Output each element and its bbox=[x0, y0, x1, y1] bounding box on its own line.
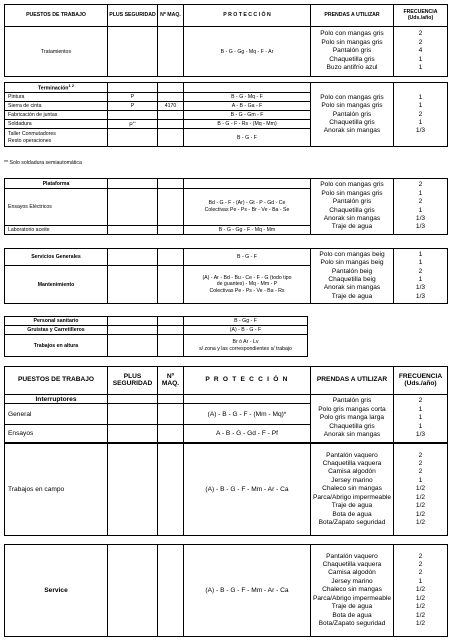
prendas-list: Polo con mangas gris Polo sin mangas gris Pantalón gris Chaquetilla gris Buzo antifrío azul bbox=[311, 27, 394, 77]
proteccion-tratamientos: B - G - Gg - Mq - F - Ar bbox=[184, 27, 311, 77]
proteccion-ensayos: A - B - G - Gd - F - Pf bbox=[184, 425, 311, 443]
frecuencia-list: 1 1 2 1 1/3 bbox=[394, 83, 448, 147]
puesto-tratamientos: Tratamientos bbox=[5, 27, 108, 77]
section-title-plataforma: Plataforma bbox=[5, 179, 108, 189]
nmaq-sierra: 4170 bbox=[158, 101, 184, 110]
puesto-ensayos: Ensayos bbox=[5, 425, 108, 443]
proteccion-service: (A) - B - G - F - Mm - Ar - Ca bbox=[184, 545, 311, 637]
proteccion-sierra: A - B - Ga - F bbox=[184, 101, 311, 110]
table-tratamientos bbox=[4, 4, 448, 77]
prendas-list: Pantalón vaquero Chaquetilla vaquera Camisa algodón Jersey marino Chaleco sin mangas Parca/Abrigo impermeable Traje de agua Bota de agua Bota/Zapato seguridad bbox=[311, 545, 394, 637]
puesto-trabajos-altura: Trabajos en altura bbox=[5, 335, 108, 357]
prendas-list: Pantalón gris Polo gris mangas corta Polo gris manga larga Chaquetilla gris Anorak sin mangas bbox=[311, 395, 394, 443]
proteccion-pintura: B - G - Mq - F bbox=[184, 92, 311, 101]
header-plus: PLUS SEGURIDAD bbox=[108, 5, 158, 27]
plus-pintura: P bbox=[108, 92, 158, 101]
frecuencia-list: 1 1 2 1 1/3 1/3 bbox=[394, 249, 448, 304]
header-frecuencia: FRECUENCIA (Uds./año) bbox=[394, 367, 448, 395]
proteccion-trabajos-campo: (A) - B - G - F - Mm - Ar - Ca bbox=[184, 444, 311, 536]
table-campo bbox=[4, 443, 448, 536]
header-proteccion: P R O T E C C I Ó N bbox=[184, 5, 311, 27]
header-frecuencia: FRECUENCIA (Uds./año) bbox=[394, 5, 448, 27]
proteccion-juntas: B - G - Gm - F bbox=[184, 110, 311, 119]
nmaq-soldadura bbox=[158, 119, 184, 129]
puesto-gruistas: Gruistas y Carretilleros bbox=[5, 326, 108, 335]
proteccion-trabajos-altura: Br ó Ar - Lv s/ zona y las correspondientes s/ trabajo bbox=[184, 335, 308, 357]
plus-juntas bbox=[108, 110, 158, 119]
prendas-list: Polo con mangas gris Polo sin mangas gris Pantalón gris Chaquetilla gris Anorak sin mangas Traje de agua bbox=[311, 179, 394, 235]
frecuencia-list: 2 1 1 1 1/3 bbox=[394, 395, 448, 443]
frecuencia-list: 2 2 2 1 1/2 1/2 1/2 1/2 1/2 bbox=[394, 545, 448, 637]
prendas-list: Polo con mangas beig Polo sin mangas beig Pantalón beig Chaquetilla beig Anorak sin mangas Traje de agua bbox=[311, 249, 394, 304]
header-plus: PLUS SEGURIDAD bbox=[108, 367, 158, 395]
header-nmaq: Nº MAQ. bbox=[158, 367, 184, 395]
plus-sierra: P bbox=[108, 101, 158, 110]
puesto-juntas: Fabricación de juntas bbox=[5, 110, 108, 119]
frecuencia-list: 2 2 4 1 1 bbox=[394, 27, 448, 77]
proteccion-general: (A) - B - G - F - (Mm - Mq)* bbox=[184, 404, 311, 425]
proteccion-gruistas: (A) - B - G - F bbox=[184, 326, 308, 335]
puesto-sierra: Sierra de cinta bbox=[5, 101, 108, 110]
header-puesto: PUESTOS DE TRABAJO bbox=[5, 367, 108, 395]
proteccion-taller: B - G - F bbox=[184, 129, 311, 147]
proteccion-personal-sanitario: B - Gg - F bbox=[184, 317, 308, 326]
puesto-taller: Taller Conmutadores Resto operaciones bbox=[5, 129, 108, 147]
table-service bbox=[4, 544, 448, 637]
puesto-laboratorio: Laboratorio aceite bbox=[5, 226, 108, 235]
puesto-pintura: Pintura bbox=[5, 92, 108, 101]
plus-soldadura: P** bbox=[108, 119, 158, 129]
section-title-servicios: Servicios Generales bbox=[5, 249, 108, 266]
frecuencia-list: 2 1 2 1 1/3 1/3 bbox=[394, 179, 448, 235]
puesto-service: Service bbox=[5, 545, 108, 637]
section-title-terminacion: Terminación$^{1 2}$ bbox=[5, 83, 108, 93]
puesto-personal-sanitario: Personal sanitario bbox=[5, 317, 108, 326]
proteccion-servicios: B - G - F bbox=[184, 249, 311, 266]
table-plataforma bbox=[4, 178, 448, 235]
proteccion-soldadura: B - G - F - Rs - (Mq - Mm) bbox=[184, 119, 311, 129]
footnote: ** Solo soldadura semiautomática bbox=[4, 160, 82, 166]
puesto-mantenimiento: Mantenimiento bbox=[5, 266, 108, 304]
header-nmaq: Nº MAQ. bbox=[158, 5, 184, 27]
proteccion-mantenimiento: (A) - Ar - Bd - Bu - Ce - F - G (todo tipo de guantes) - Mq - Mm - P Colectivas Pe - Ps - Ve - Ba - Rs bbox=[184, 266, 311, 304]
nmaq-juntas bbox=[158, 110, 184, 119]
puesto-soldadura: Soldadura bbox=[5, 119, 108, 129]
header-puesto: PUESTOS DE TRABAJO bbox=[5, 5, 108, 27]
header-prendas: PRENDAS A UTILIZAR bbox=[311, 367, 394, 395]
proteccion-ensayos-electricos: Bd - G - F - (Ar) - Gt - P - Gd - Ce Colectivas Pe - Ps - Br - Ve - Ba - Se bbox=[184, 189, 311, 226]
prendas-list: Polo con mangas gris Polo sin mangas gris Pantalón gris Chaquetilla gris Anorak sin mangas bbox=[311, 83, 394, 147]
puesto-general: General bbox=[5, 404, 108, 425]
table-terminacion bbox=[4, 82, 448, 147]
header-prendas: PRENDAS A UTILIZAR bbox=[311, 5, 394, 27]
puesto-trabajos-campo: Trabajos en campo bbox=[5, 444, 108, 536]
proteccion-laboratorio: B - G - Gg - F - Mq - Mm bbox=[184, 226, 311, 235]
table-servicios bbox=[4, 248, 448, 304]
table-sanitario bbox=[4, 316, 308, 357]
header-proteccion: P R O T E C C I Ó N bbox=[184, 367, 311, 395]
section-title-interruptores: Interruptores bbox=[5, 395, 108, 404]
puesto-ensayos-electricos: Ensayos Eléctricos bbox=[5, 189, 108, 226]
prendas-list: Pantalón vaquero Chaquetilla vaquera Camisa algodón Jersey marino Chaleco sin mangas Parca/Abrigo impermeable Traje de agua Bota de agua Bota/Zapato seguridad bbox=[311, 444, 394, 536]
nmaq-pintura bbox=[158, 92, 184, 101]
frecuencia-list: 2 2 2 1 1/2 1/2 1/2 1/2 1/2 bbox=[394, 444, 448, 536]
table-interruptores bbox=[4, 366, 448, 443]
